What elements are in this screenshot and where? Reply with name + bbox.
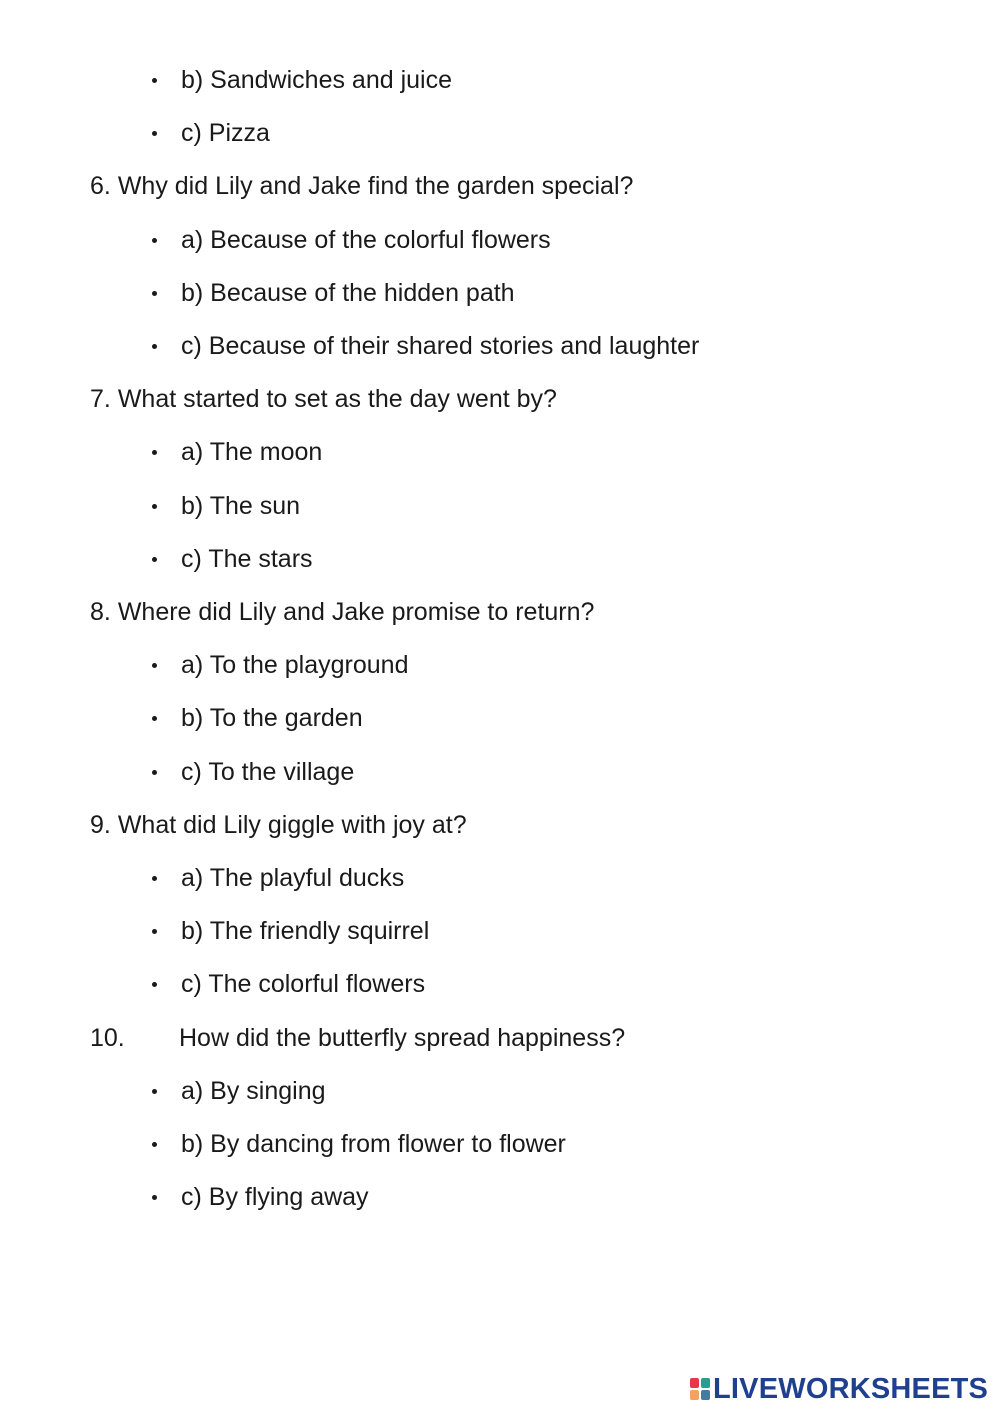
bullet-icon — [152, 1195, 157, 1200]
question-number: 9. — [90, 811, 111, 839]
answer-option — [181, 437, 322, 467]
answer-option — [181, 1076, 326, 1106]
option-text: c) Pizza — [181, 119, 270, 147]
answer-option — [181, 1182, 369, 1212]
answer-option — [181, 703, 363, 733]
bullet-icon — [152, 504, 157, 509]
option-text: a) The playful ducks — [181, 864, 405, 892]
option-text: c) By flying away — [181, 1183, 369, 1211]
bullet-icon — [152, 344, 157, 349]
liveworksheets-logo-icon — [690, 1378, 710, 1400]
brand-name: LIVEWORKSHEETS — [713, 1372, 989, 1405]
answer-option — [181, 331, 699, 361]
question-line — [90, 171, 633, 201]
question-text: Where did Lily and Jake promise to return? — [117, 598, 595, 626]
bullet-icon — [152, 929, 157, 934]
bullet-icon — [152, 1142, 157, 1147]
question-text: What did Lily giggle with joy at? — [117, 811, 467, 839]
bullet-icon — [152, 982, 157, 987]
option-text: c) The stars — [181, 545, 313, 573]
option-text: a) To the playground — [181, 651, 409, 679]
bullet-icon — [152, 1089, 157, 1094]
bullet-icon — [152, 557, 157, 562]
option-text: b) Because of the hidden path — [181, 279, 515, 307]
question-line — [90, 384, 557, 414]
question-text: How did the butterfly spread happiness? — [179, 1024, 626, 1052]
question-text: What started to set as the day went by? — [117, 385, 557, 413]
answer-option — [181, 650, 408, 680]
question-text: Why did Lily and Jake find the garden special? — [117, 172, 634, 200]
option-text: b) By dancing from flower to flower — [181, 1130, 566, 1158]
bullet-icon — [152, 291, 157, 296]
answer-option — [181, 757, 354, 787]
bullet-icon — [152, 876, 157, 881]
logo-tile — [690, 1378, 699, 1388]
option-text: a) Because of the colorful flowers — [181, 226, 551, 254]
answer-option — [181, 1129, 566, 1159]
option-text: b) To the garden — [181, 704, 363, 732]
option-text: c) The colorful flowers — [181, 970, 426, 998]
answer-option — [181, 863, 404, 893]
bullet-icon — [152, 238, 157, 243]
answer-option — [181, 969, 425, 999]
answer-option — [181, 65, 452, 95]
logo-tile — [701, 1390, 710, 1400]
option-text: c) Because of their shared stories and laughter — [181, 332, 700, 360]
bullet-icon — [152, 131, 157, 136]
question-line — [90, 810, 467, 840]
logo-tile — [690, 1390, 699, 1400]
question-number: 6. — [90, 172, 111, 200]
bullet-icon — [152, 770, 157, 775]
answer-option — [181, 118, 270, 148]
bullet-icon — [152, 450, 157, 455]
answer-option — [181, 916, 429, 946]
answer-option — [181, 491, 300, 521]
option-text: a) The moon — [181, 438, 323, 466]
option-text: b) The sun — [181, 492, 301, 520]
question-line — [90, 1023, 625, 1053]
question-line — [90, 597, 594, 627]
bullet-icon — [152, 78, 157, 83]
question-number: 8. — [90, 598, 111, 626]
option-text: c) To the village — [181, 758, 355, 786]
option-text: b) The friendly squirrel — [181, 917, 430, 945]
question-number: 7. — [90, 385, 111, 413]
bullet-icon — [152, 716, 157, 721]
answer-option — [181, 278, 515, 308]
question-number: 10. — [90, 1024, 125, 1052]
bullet-icon — [152, 663, 157, 668]
logo-tile — [701, 1378, 710, 1388]
option-text: b) Sandwiches and juice — [181, 66, 452, 94]
liveworksheets-brand — [690, 1374, 988, 1404]
answer-option — [181, 225, 551, 255]
answer-option — [181, 544, 313, 574]
option-text: a) By singing — [181, 1077, 326, 1105]
